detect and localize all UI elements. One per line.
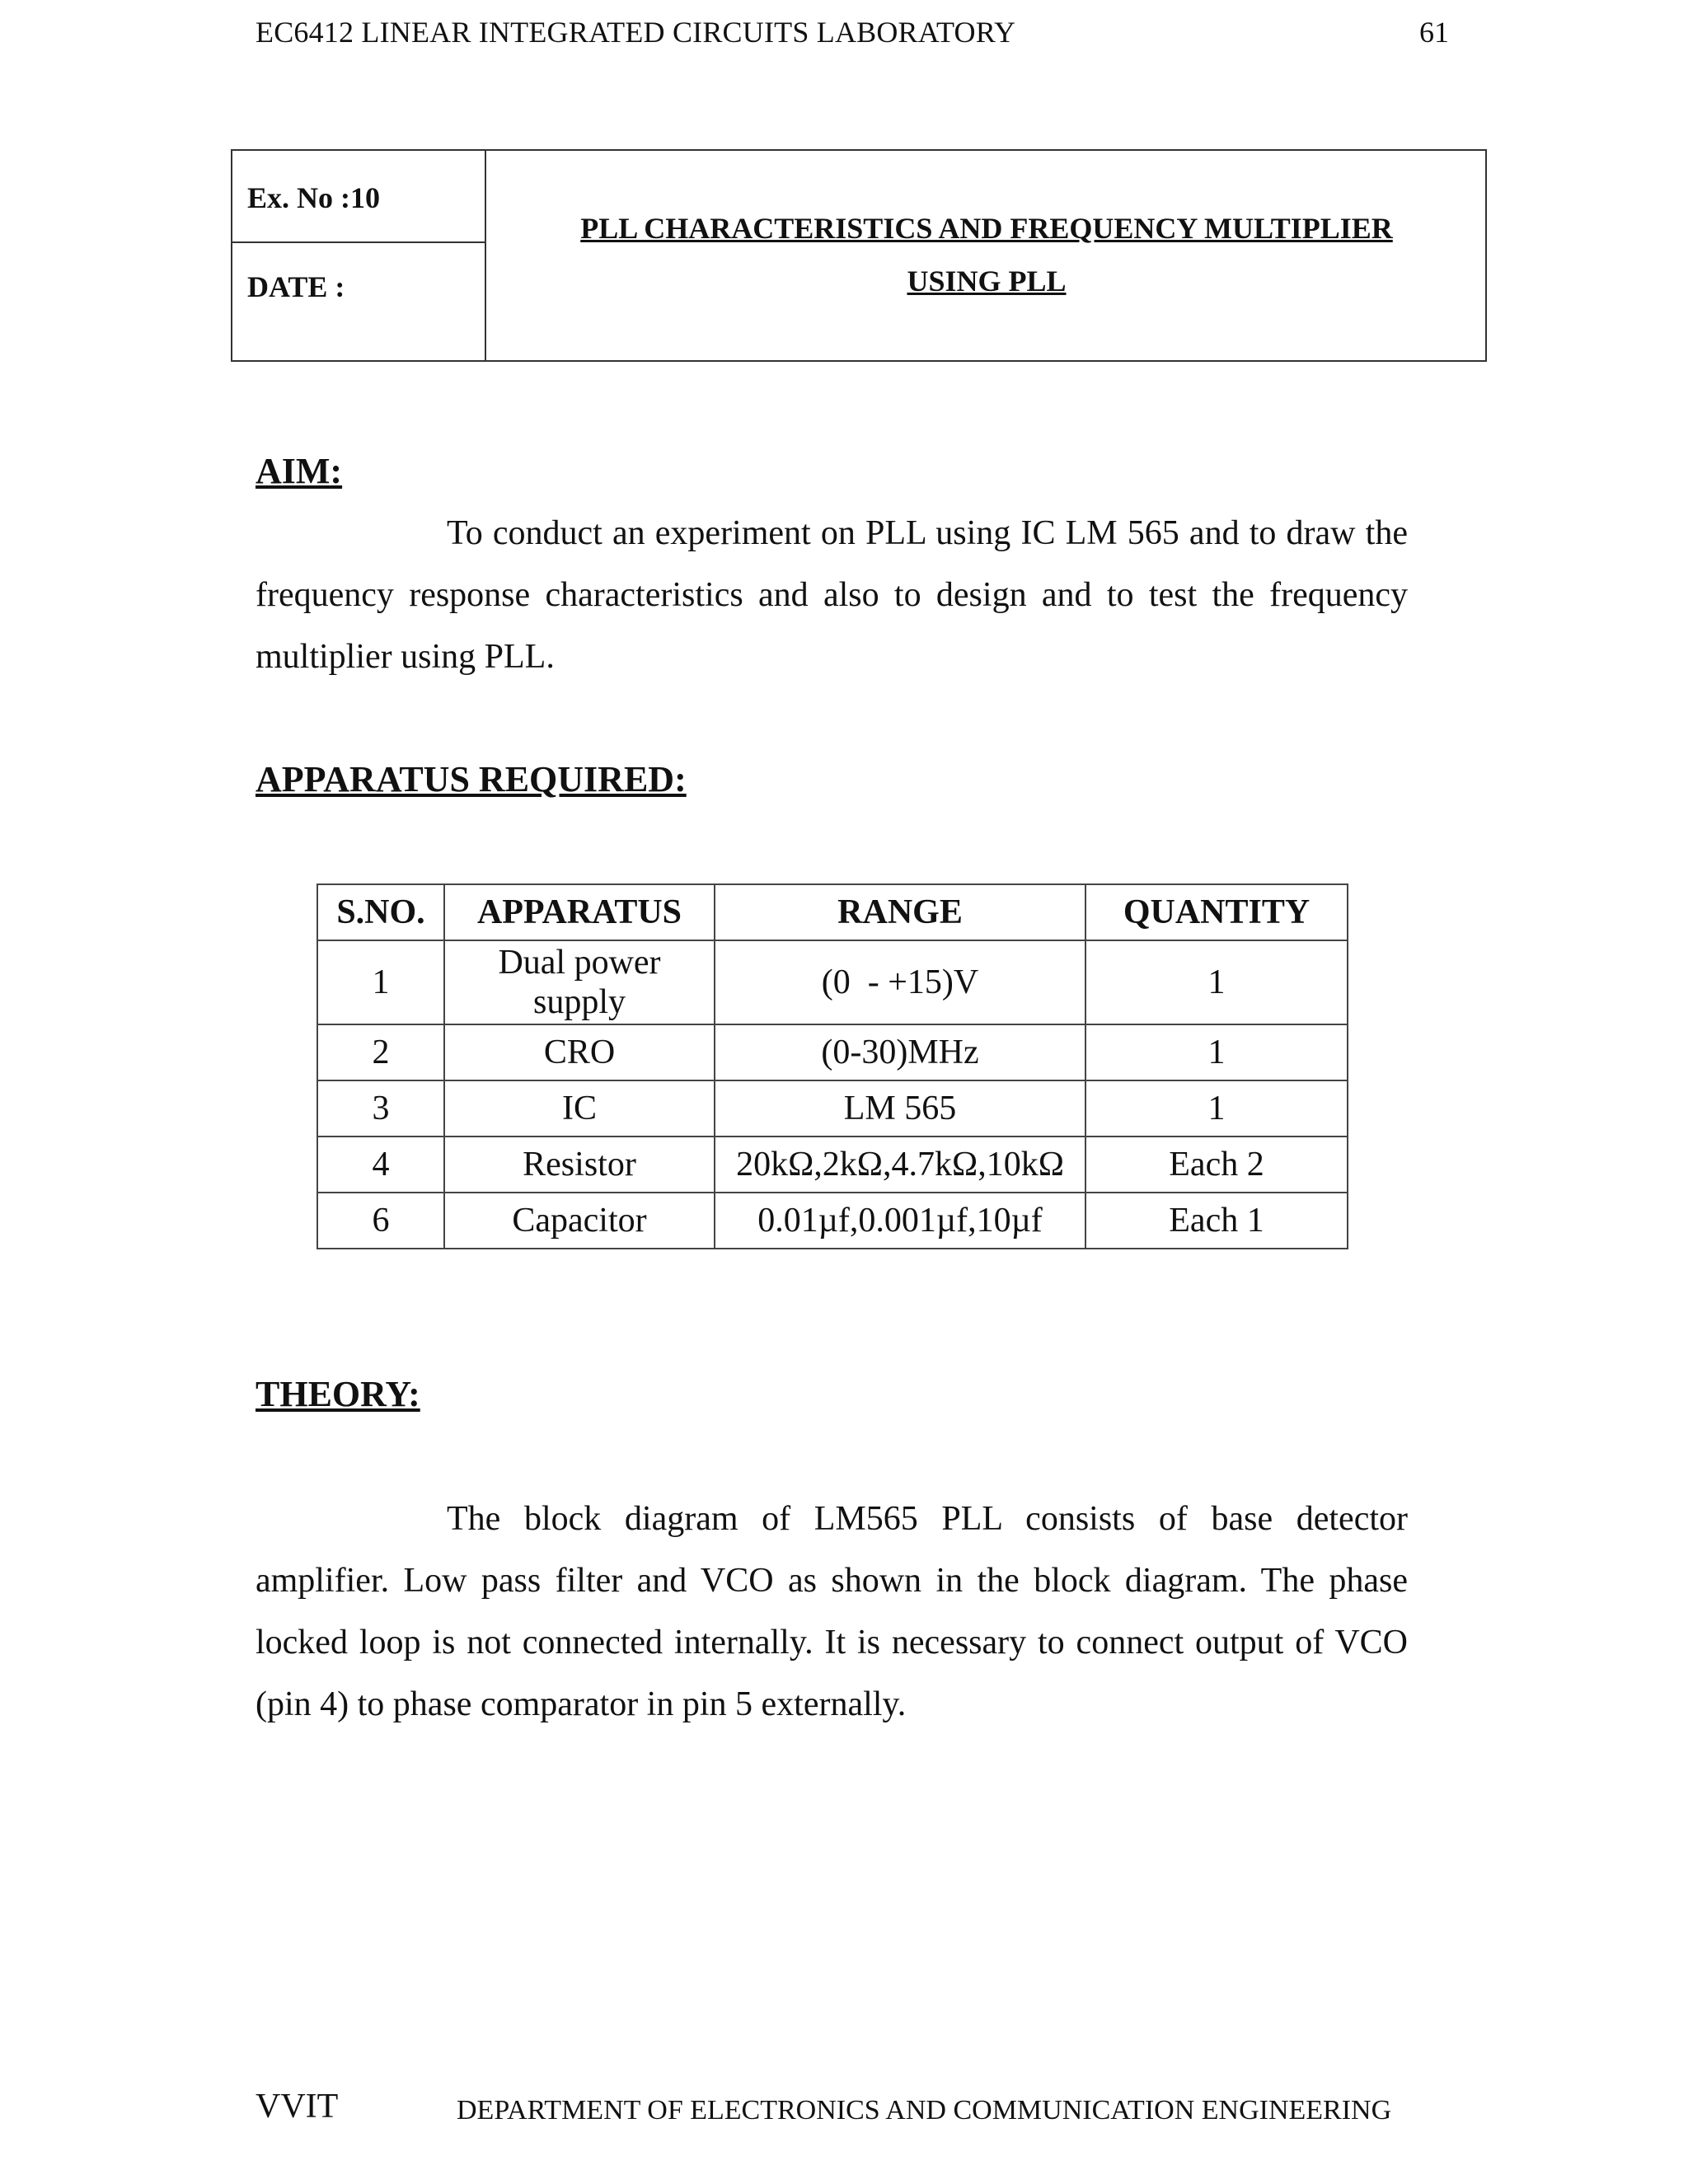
cell-range: (0 - +15)V: [715, 940, 1085, 1024]
experiment-title-line1: PLL CHARACTERISTICS AND FREQUENCY MULTIPLIER: [580, 212, 1393, 245]
table-row: [317, 1024, 1348, 1080]
cell-range: 20kΩ,2kΩ,4.7kΩ,10kΩ: [715, 1137, 1085, 1193]
aim-heading: AIM:: [256, 451, 343, 491]
date-label: DATE :: [247, 270, 345, 303]
experiment-number: Ex. No :10: [247, 181, 380, 214]
cell-apparatus: Capacitor: [444, 1193, 715, 1249]
cell-quantity: Each 1: [1085, 1193, 1348, 1249]
experiment-title-line2: USING PLL: [907, 265, 1067, 298]
cell-apparatus: Resistor: [444, 1137, 715, 1193]
footer-institution: VVIT: [256, 2088, 339, 2125]
footer-department: DEPARTMENT OF ELECTRONICS AND COMMUNICATION ENGINEERING: [457, 2095, 1392, 2125]
cell-quantity: 1: [1085, 940, 1348, 1024]
column-header-quantity: QUANTITY: [1085, 884, 1348, 940]
table-row: [317, 1193, 1348, 1249]
cell-range: 0.01µf,0.001µf,10µf: [715, 1193, 1085, 1249]
theory-text: The block diagram of LM565 PLL consists of base detector amplifier. Low pass filter and VCO as shown in the block diagram. The phase locked loop is not connected internally. It is necessary to connect output of VCO (pin 4) to phase comparator in pin 5 externally.: [256, 1500, 1408, 1723]
apparatus-table: [316, 883, 1348, 1249]
column-header-apparatus: APPARATUS: [444, 884, 715, 940]
cell-sno: 3: [317, 1080, 444, 1137]
cell-sno: 2: [317, 1024, 444, 1080]
experiment-info-box: [231, 149, 1487, 362]
theory-heading: THEORY:: [256, 1374, 420, 1414]
experiment-title: [488, 202, 1485, 307]
cell-quantity: Each 2: [1085, 1137, 1348, 1193]
cell-apparatus: Dual power supply: [444, 940, 715, 1024]
cell-quantity: 1: [1085, 1024, 1348, 1080]
column-header-range: RANGE: [715, 884, 1085, 940]
cell-quantity: 1: [1085, 1080, 1348, 1137]
table-row: [317, 940, 1348, 1024]
aim-text: To conduct an experiment on PLL using IC LM 565 and to draw the frequency response characteristics and also to design and to test the frequency multiplier using PLL.: [256, 514, 1408, 676]
cell-range: LM 565: [715, 1080, 1085, 1137]
box-divider-horizontal: [232, 241, 485, 243]
cell-range: (0-30)MHz: [715, 1024, 1085, 1080]
cell-sno: 4: [317, 1137, 444, 1193]
table-header-row: [317, 884, 1348, 940]
cell-apparatus: CRO: [444, 1024, 715, 1080]
table-row: [317, 1080, 1348, 1137]
running-header: EC6412 LINEAR INTEGRATED CIRCUITS LABORATORY: [256, 16, 1016, 49]
page-number: 61: [1419, 16, 1449, 49]
cell-apparatus: IC: [444, 1080, 715, 1137]
table-row: [317, 1137, 1348, 1193]
cell-sno: 1: [317, 940, 444, 1024]
cell-sno: 6: [317, 1193, 444, 1249]
box-divider-vertical: [485, 151, 486, 360]
apparatus-heading: APPARATUS REQUIRED:: [256, 759, 687, 799]
column-header-sno: S.NO.: [317, 884, 444, 940]
